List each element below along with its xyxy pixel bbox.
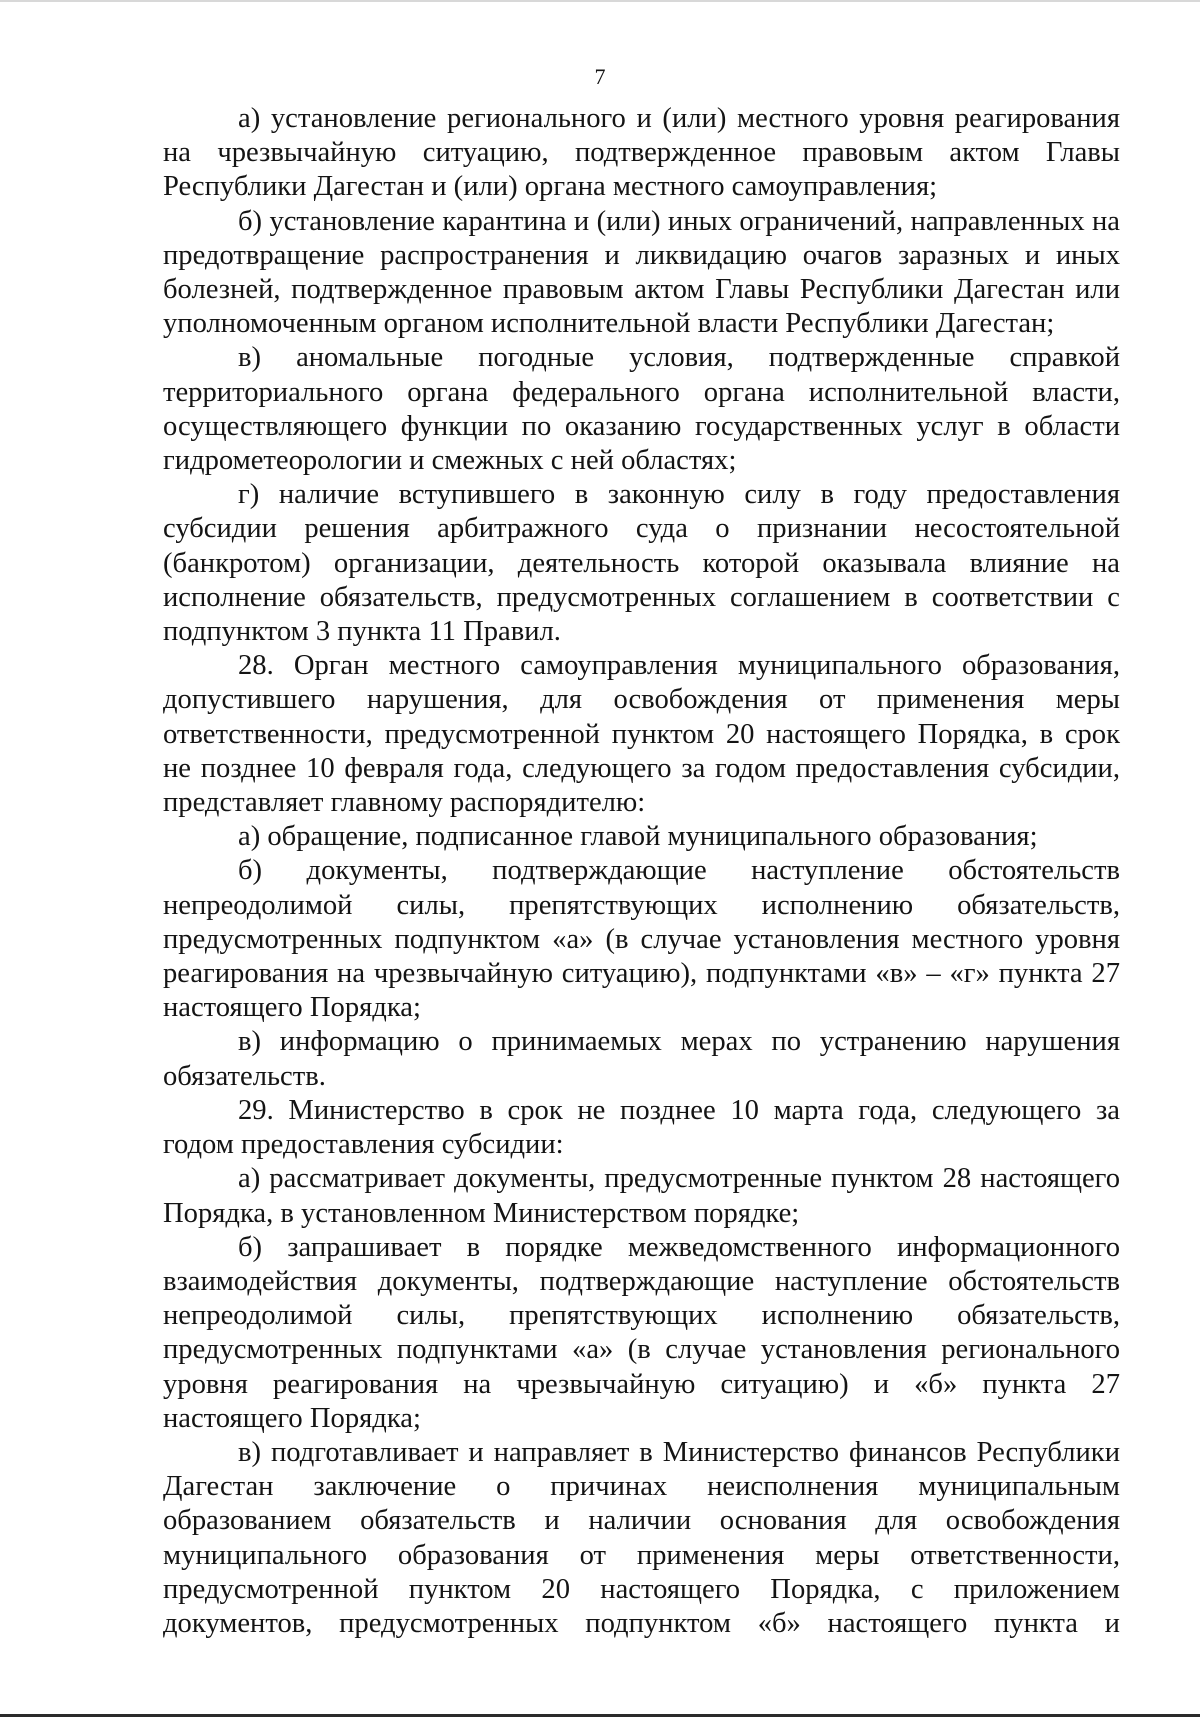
- paragraph-28v: в) информацию о принимаемых мерах по устранению нарушения обязательств.: [163, 1026, 1120, 1092]
- scan-top-edge: [0, 0, 1200, 2]
- paragraph-29v: в) подготавливает и направляет в Министерство финансов Республики Дагестан заключение о причинах неисполнения муниципальным образованием обязательств и наличии основания для освобождения муниципального образования от применения меры ответственности, предусмотренной пунктом 20 настоящего Порядка, с приложением документов, предусмотренных подпунктом «б» настоящего пункта и: [163, 1436, 1120, 1639]
- paragraph-28b: б) документы, подтверждающие наступление обстоятельств непреодолимой силы, препятствующих исполнению обязательств, предусмотренных подпунктом «а» (в случае установления местного уровня реагирования на чрезвычайную ситуацию), подпунктами «в» – «г» пункта 27 настоящего Порядка;: [163, 855, 1120, 1024]
- paragraph-27a: а) установление регионального и (или) местного уровня реагирования на чрезвычайную ситуацию, подтвержденное правовым актом Главы Республики Дагестан и (или) органа местного самоуправления;: [163, 103, 1120, 203]
- paragraph-29a: а) рассматривает документы, предусмотренные пунктом 28 настоящего Порядка, в установленном Министерством порядке;: [163, 1163, 1120, 1229]
- paragraph-29: 29. Министерство в срок не позднее 10 марта года, следующего за годом предоставления субсидии:: [163, 1094, 1120, 1161]
- paragraph-27v: в) аномальные погодные условия, подтвержденные справкой территориального органа федерального органа исполнительной власти, осуществляющего функции по оказанию государственных услуг в области гидрометеорологии и смежных с ней областях;: [163, 342, 1120, 477]
- paragraph-29b: б) запрашивает в порядке межведомственного информационного взаимодействия документы, подтверждающие наступление обстоятельств непреодолимой силы, препятствующих исполнению обязательств, предусмотренных подпунктами «а» (в случае установления регионального уровня реагирования на чрезвычайную ситуацию) и «б» пункта 27 настоящего Порядка;: [163, 1231, 1120, 1434]
- paragraph-27g: г) наличие вступившего в законную силу в году предоставления субсидии решения арбитражного суда о признании несостоятельной (банкротом) организации, деятельность которой оказывала влияние на исполнение обязательств, предусмотренных соглашением в соответствии с подпунктом 3 пункта 11 Правил.: [163, 479, 1120, 648]
- paragraph-28a: а) обращение, подписанное главой муниципального образования;: [238, 821, 1038, 853]
- page-number: 7: [594, 64, 606, 89]
- paragraph-28: 28. Орган местного самоуправления муниципального образования, допустившего нарушения, для освобождения от применения меры ответственности, предусмотренной пунктом 20 настоящего Порядка, в срок не позднее 10 февраля года, следующего за годом предоставления субсидии, представляет главному распорядителю:: [163, 650, 1120, 819]
- paragraph-27b: б) установление карантина и (или) иных ограничений, направленных на предотвращение распространения и ликвидацию очагов заразных и иных болезней, подтвержденное правовым актом Главы Республики Дагестан или уполномоченным органом исполнительной власти Республики Дагестан;: [163, 205, 1120, 340]
- document-body: [163, 102, 1120, 1641]
